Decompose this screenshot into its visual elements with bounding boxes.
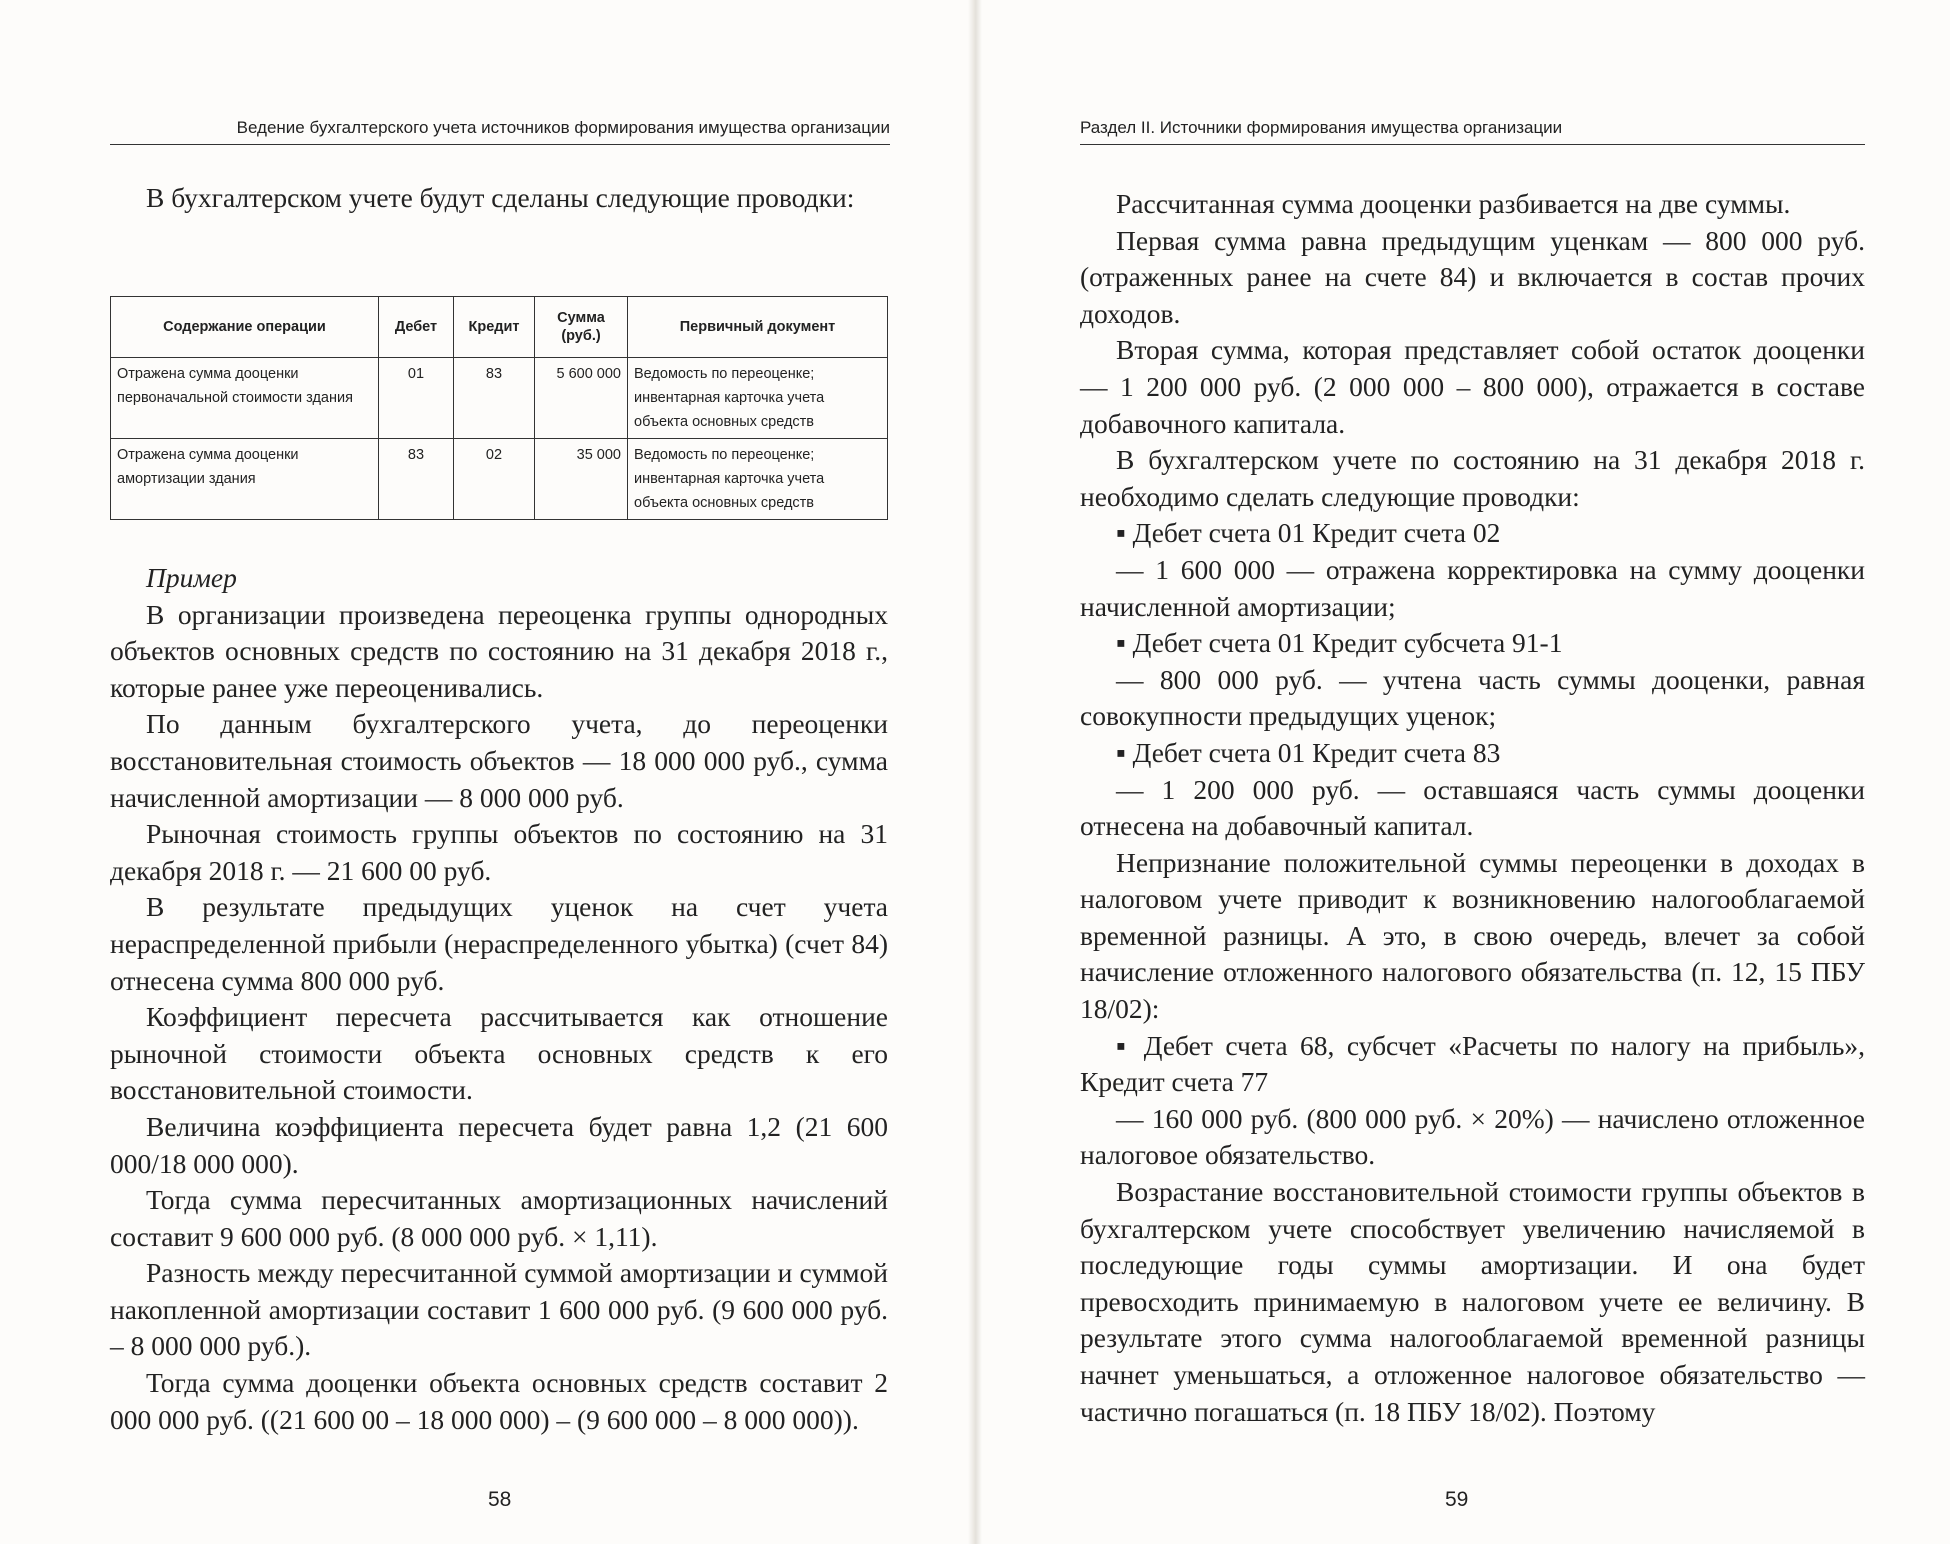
book-gutter	[968, 0, 982, 1544]
paragraph: Величина коэффициента пересчета будет равна 1,2 (21 600 000/18 000 000).	[110, 1110, 888, 1179]
running-header-left: Ведение бухгалтерского учета источников формирования имущества организации	[110, 118, 890, 145]
paragraph: — 800 000 руб. — учтена часть суммы дооценки, равная совокупности предыдущих уценок;	[1080, 663, 1865, 732]
table-cell: 02	[454, 439, 535, 520]
paragraph: — 160 000 руб. (800 000 руб. × 20%) — начислено отложенное налоговое обязательство.	[1080, 1102, 1865, 1171]
paragraph: В результате предыдущих уценок на счет учета нераспределенной прибыли (нераспределенного убытка) (счет 84) отнесена сумма 800 000 руб.	[110, 891, 888, 996]
table-cell: 35 000	[535, 439, 628, 520]
example-title: Пример	[146, 562, 237, 593]
page-number-left: 58	[488, 1488, 512, 1511]
paragraph: Тогда сумма дооценки объекта основных средств составит 2 000 000 руб. ((21 600 00 – 18 000 000) – (9 600 000 – 8 000 000)).	[110, 1367, 888, 1435]
table-cell: Отражена сумма дооценки амортизации здания	[111, 439, 379, 520]
page-number-right: 59	[1445, 1488, 1469, 1511]
table-row	[111, 358, 888, 439]
table-header-cell: Сумма (руб.)	[535, 297, 628, 358]
table-cell: Отражена сумма дооценки первоначальной стоимости здания	[111, 358, 379, 439]
right-body-text	[1080, 186, 1865, 1430]
paragraph: Коэффициент пересчета рассчитывается как отношение рыночной стоимости объекта основных средств к его восстановительной стоимости.	[110, 1001, 888, 1106]
postings-table	[110, 296, 888, 520]
table-cell: 5 600 000	[535, 358, 628, 439]
table-row	[111, 439, 888, 520]
paragraph: — 1 600 000 — отражена корректировка на сумму дооценки начисленной амортизации;	[1080, 553, 1865, 622]
table-cell: 83	[454, 358, 535, 439]
table-cell: Ведомость по переоценке; инвентарная карточка учета объекта основных средств	[628, 439, 888, 520]
table-header-cell: Дебет	[379, 297, 454, 358]
paragraph: Непризнание положительной суммы переоценки в доходах в налоговом учете приводит к возникновению налогооблагаемой временной разницы. А это, в свою очередь, влечет за собой начисление отложенного налогового обязательства (п. 12, 15 ПБУ 18/02):	[1080, 846, 1865, 1025]
intro-text	[110, 180, 888, 217]
intro-paragraph: В бухгалтерском учете будут сделаны следующие проводки:	[146, 182, 855, 213]
posting-item: ▪ Дебет счета 68, субсчет «Расчеты по налогу на прибыль», Кредит счета 77	[1080, 1029, 1865, 1098]
right-page	[975, 0, 1950, 1544]
paragraph: Первая сумма равна предыдущим уценкам — 800 000 руб. (отраженных ранее на счете 84) и включается в состав прочих доходов.	[1080, 224, 1865, 329]
paragraph: По данным бухгалтерского учета, до переоценки восстановительная стоимость объектов — 18 000 000 руб., сумма начисленной амортизации — 8 000 000 руб.	[110, 708, 888, 813]
paragraph: Тогда сумма пересчитанных амортизационных начислений составит 9 600 000 руб. (8 000 000 руб. × 1,11).	[110, 1184, 888, 1252]
table-header-cell: Первичный документ	[628, 297, 888, 358]
paragraph: — 1 200 000 руб. — оставшаяся часть суммы дооценки отнесена на добавочный капитал.	[1080, 773, 1865, 842]
paragraph: В организации произведена переоценка группы однородных объектов основных средств по состоянию на 31 декабря 2018 г., которые ранее уже переоценивались.	[110, 598, 888, 703]
table-header-cell: Кредит	[454, 297, 535, 358]
paragraph: Рыночная стоимость группы объектов по состоянию на 31 декабря 2018 г. — 21 600 00 руб.	[110, 818, 888, 886]
paragraph: Рассчитанная сумма дооценки разбивается на две суммы.	[1116, 188, 1791, 219]
running-header-right: Раздел II. Источники формирования имущества организации	[1080, 118, 1865, 145]
table-header-row	[111, 297, 888, 358]
left-body-text	[110, 560, 888, 1438]
paragraph: В бухгалтерском учете по состоянию на 31 декабря 2018 г. необходимо сделать следующие проводки:	[1080, 444, 1865, 512]
paragraph: Возрастание восстановительной стоимости группы объектов в бухгалтерском учете способствует увеличению начисляемой в последующие годы суммы амортизации. И она будет превосходить принимаемую в налоговом учете ее величину. В результате этого сумма налогооблагаемой временной разницы начнет уменьшаться, а отложенное налоговое обязательство — частично погашаться (п. 18 ПБУ 18/02). Поэтому	[1080, 1176, 1865, 1427]
paragraph: Вторая сумма, которая представляет собой остаток дооценки — 1 200 000 руб. (2 000 000 – 800 000), отражается в составе добавочного капитала.	[1080, 334, 1865, 439]
posting-item: ▪ Дебет счета 01 Кредит счета 83	[1116, 736, 1501, 768]
table-cell: 83	[379, 439, 454, 520]
table-header-cell: Содержание операции	[111, 297, 379, 358]
posting-item: ▪ Дебет счета 01 Кредит счета 02	[1116, 517, 1501, 549]
posting-item: ▪ Дебет счета 01 Кредит субсчета 91-1	[1116, 627, 1563, 659]
table-cell: Ведомость по переоценке; инвентарная карточка учета объекта основных средств	[628, 358, 888, 439]
table-cell: 01	[379, 358, 454, 439]
paragraph: Разность между пересчитанной суммой амортизации и суммой накопленной амортизации составит 1 600 000 руб. (9 600 000 руб. – 8 000 000 руб.).	[110, 1257, 888, 1362]
